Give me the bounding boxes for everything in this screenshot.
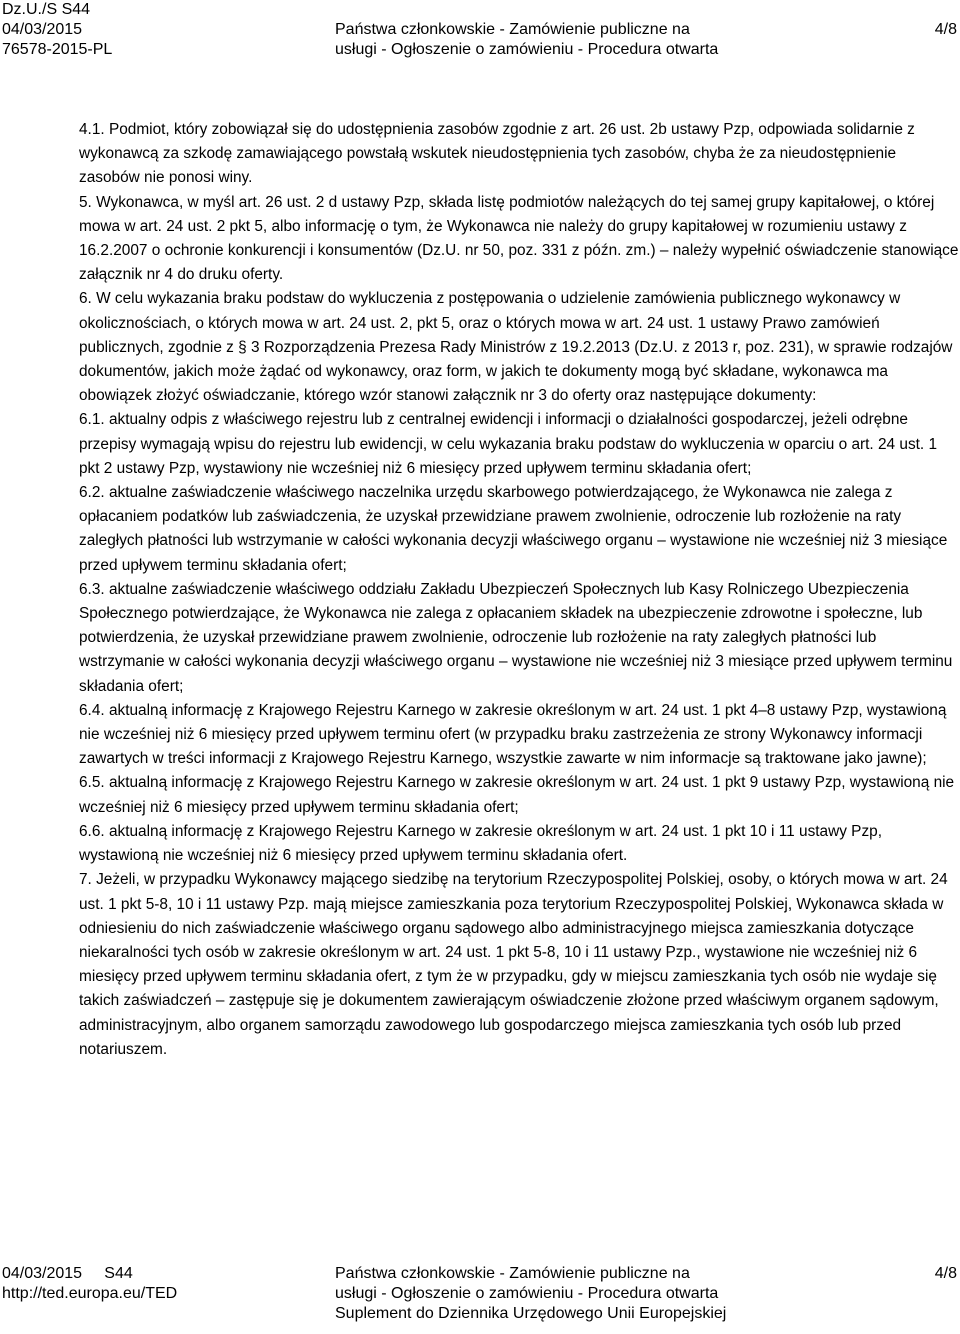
paragraph-6-2: 6.2. aktualne zaświadczenie właściwego naczelnika urzędu skarbowego potwierdzającego, że Wykonawca nie zalega z opłacaniem podatków lub zaświadczenia, że uzyskał przewidziane prawem zwolnienie, odroczenie lub rozłożenie na raty zaległych płatności lub wstrzymanie w całości wykonania decyzji właściwego organu – wystawione nie wcześniej niż 3 miesiące przed upływem terminu składania ofert; bbox=[79, 484, 948, 574]
paragraph-6-6: 6.6. aktualną informację z Krajowego Rejestru Karnego w zakresie określonym w art. 24 ust. 1 pkt 10 i 11 ustawy Pzp, wystawioną nie wcześniej niż 6 miesięcy przed upływem terminu składania ofert. bbox=[79, 822, 882, 865]
paragraph-6-5: 6.5. aktualną informację z Krajowego Rejestru Karnego w zakresie określonym w art. 24 ust. 1 pkt 9 ustawy Pzp, wystawioną nie wcześniej niż 6 miesięcy przed upływem terminu składania ofert; bbox=[79, 774, 955, 816]
header-title-line1: Państwa członkowskie - Zamówienie publiczne na bbox=[335, 21, 690, 38]
footer-left bbox=[2, 1264, 177, 1304]
footer-title-line1: Państwa członkowskie - Zamówienie publiczne na bbox=[335, 1265, 690, 1282]
header-center bbox=[335, 0, 755, 60]
doc-reference: Dz.U./S S44 bbox=[2, 1, 91, 18]
footer-title-line3: Suplement do Dziennika Urzędowego Unii Europejskiej bbox=[335, 1305, 727, 1322]
header-title-line2: usługi - Ogłoszenie o zamówieniu - Procedura otwarta bbox=[335, 41, 719, 58]
paragraph-4-1: 4.1. Podmiot, który zobowiązał się do udostępnienia zasobów zgodnie z art. 26 ust. 2b ustawy Pzp, odpowiada solidarnie z wykonawcą za szkodę zamawiającego powstałą wskutek nieudostępnienia tych zasobów, chyba że za nieudostępnienie zasobów nie ponosi winy. bbox=[79, 121, 915, 187]
notice-id: 76578-2015-PL bbox=[2, 41, 113, 58]
header-left bbox=[2, 0, 112, 60]
page-number: 4/8 bbox=[934, 21, 957, 38]
footer-right bbox=[935, 1264, 957, 1284]
paragraph-6-4: 6.4. aktualną informację z Krajowego Rejestru Karnego w zakresie określonym w art. 24 ust. 1 pkt 4–8 ustawy Pzp, wystawioną nie wcześniej niż 6 miesięcy przed upływem terminu ofert (w przypadku braku zastrzeżenia ze strony Wykonawcy informacji zawartych w treści informacji z Krajowego Rejestru Karnego, wszystkie zawarte w nim informacje są traktowane jako jawne); bbox=[79, 701, 947, 768]
footer-page-number: 4/8 bbox=[934, 1265, 957, 1282]
footer-title-line2: usługi - Ogłoszenie o zamówieniu - Procedura otwarta bbox=[335, 1285, 719, 1302]
paragraph-6-1: 6.1. aktualny odpis z właściwego rejestru lub z centralnej ewidencji i informacji o działalności gospodarczej, jeżeli odrębne przepisy wymagają wpisu do rejestru lub ewidencji, w celu wykazania braku podstaw do wykluczenia w oparciu o art. 24 ust. 1 pkt 2 ustawy Pzp, wystawiony nie wcześniej niż 6 miesięcy przed upływem terminu składania ofert; bbox=[79, 411, 938, 477]
footer-center bbox=[335, 1264, 755, 1324]
document-body bbox=[79, 118, 959, 1062]
paragraph-6: 6. W celu wykazania braku podstaw do wykluczenia z postępowania o udzielenie zamówienia publicznego wykonawcy w okolicznościach, o których mowa w art. 24 ust. 2, pkt 5, oraz o których mowa w art. 24 ust. 1 ustawy Prawo zamówień publicznych, zgodnie z § 3 Rozporządzenia Prezesa Rady Ministrów z 19.2.2013 (Dz.U. z 2013 r, poz. 231), w sprawie rodzajów dokumentów, jakich może żądać od wykonawcy, oraz form, w jakich te dokumenty mogą być składane, wykonawca ma obowiązek złożyć oświadczanie, którego wzór stanowi załącznik nr 3 do oferty oraz następujące dokumenty: bbox=[79, 290, 953, 405]
paragraph-6-3: 6.3. aktualne zaświadczenie właściwego oddziału Zakładu Ubezpieczeń Społecznych lub Kasy Rolniczego Ubezpieczenia Społecznego potwierdzające, że Wykonawca nie zalega z opłacaniem składek na ubezpieczenie zdrowotne i społeczne, lub potwierdzenia, że uzyskał przewidziane prawem zwolnienie, odroczenie lub rozłożenie na raty zaległych płatności lub wstrzymanie w całości wykonania decyzji właściwego organu – wystawione nie wcześniej niż 3 miesiące przed upływem terminu składania ofert; bbox=[79, 580, 953, 695]
paragraph-7: 7. Jeżeli, w przypadku Wykonawcy mającego siedzibę na terytorium Rzeczypospolitej Polskiej, osoby, o których mowa w art. 24 ust. 1 pkt 5-8, 10 i 11 ustawy Pzp. mają miejsce zamieszkania poza terytorium Rzeczypospolitej Polskiej, Wykonawca składa w odniesieniu do nich zaświadczenie właściwego organu sądowego albo administracyjnego miejsca zamieszkania dotyczące niekaralności tych osób w zakresie określonym w art. 24 ust. 1 pkt 5-8, 10 i 11 ustawy Pzp., wystawione nie wcześniej niż 6 miesięcy przed upływem terminu składania ofert, z tym że w przypadku, gdy w miejscu zamieszkania tych osób nie wydaje się takich zaświadczeń – zastępuje się je dokumentem zawierającym oświadczenie złożone przed właściwym organem sądowym, administracyjnym, albo organem samorządu zawodowego lub gospodarczego miejsca zamieszkania tych osób lub przed notariuszem. bbox=[79, 871, 948, 1058]
publication-date: 04/03/2015 bbox=[2, 21, 83, 38]
footer-date-supplement: 04/03/2015 S44 bbox=[2, 1265, 133, 1282]
paragraph-5: 5. Wykonawca, w myśl art. 26 ust. 2 d ustawy Pzp, składa listę podmiotów należących do tej samej grupy kapitałowej, o której mowa w art. 24 ust. 2 pkt 5, albo informację o tym, że Wykonawca nie należy do grupy kapitałowej w rozumieniu ustawy z 16.2.2007 o ochronie konkurencji i konsumentów (Dz.U. nr 50, poz. 331 z późn. zm.) – należy wypełnić oświadczenie stanowiące załącznik nr 4 do druku oferty. bbox=[79, 193, 959, 284]
footer-url: http://ted.europa.eu/TED bbox=[2, 1285, 178, 1302]
header-right bbox=[935, 0, 957, 40]
